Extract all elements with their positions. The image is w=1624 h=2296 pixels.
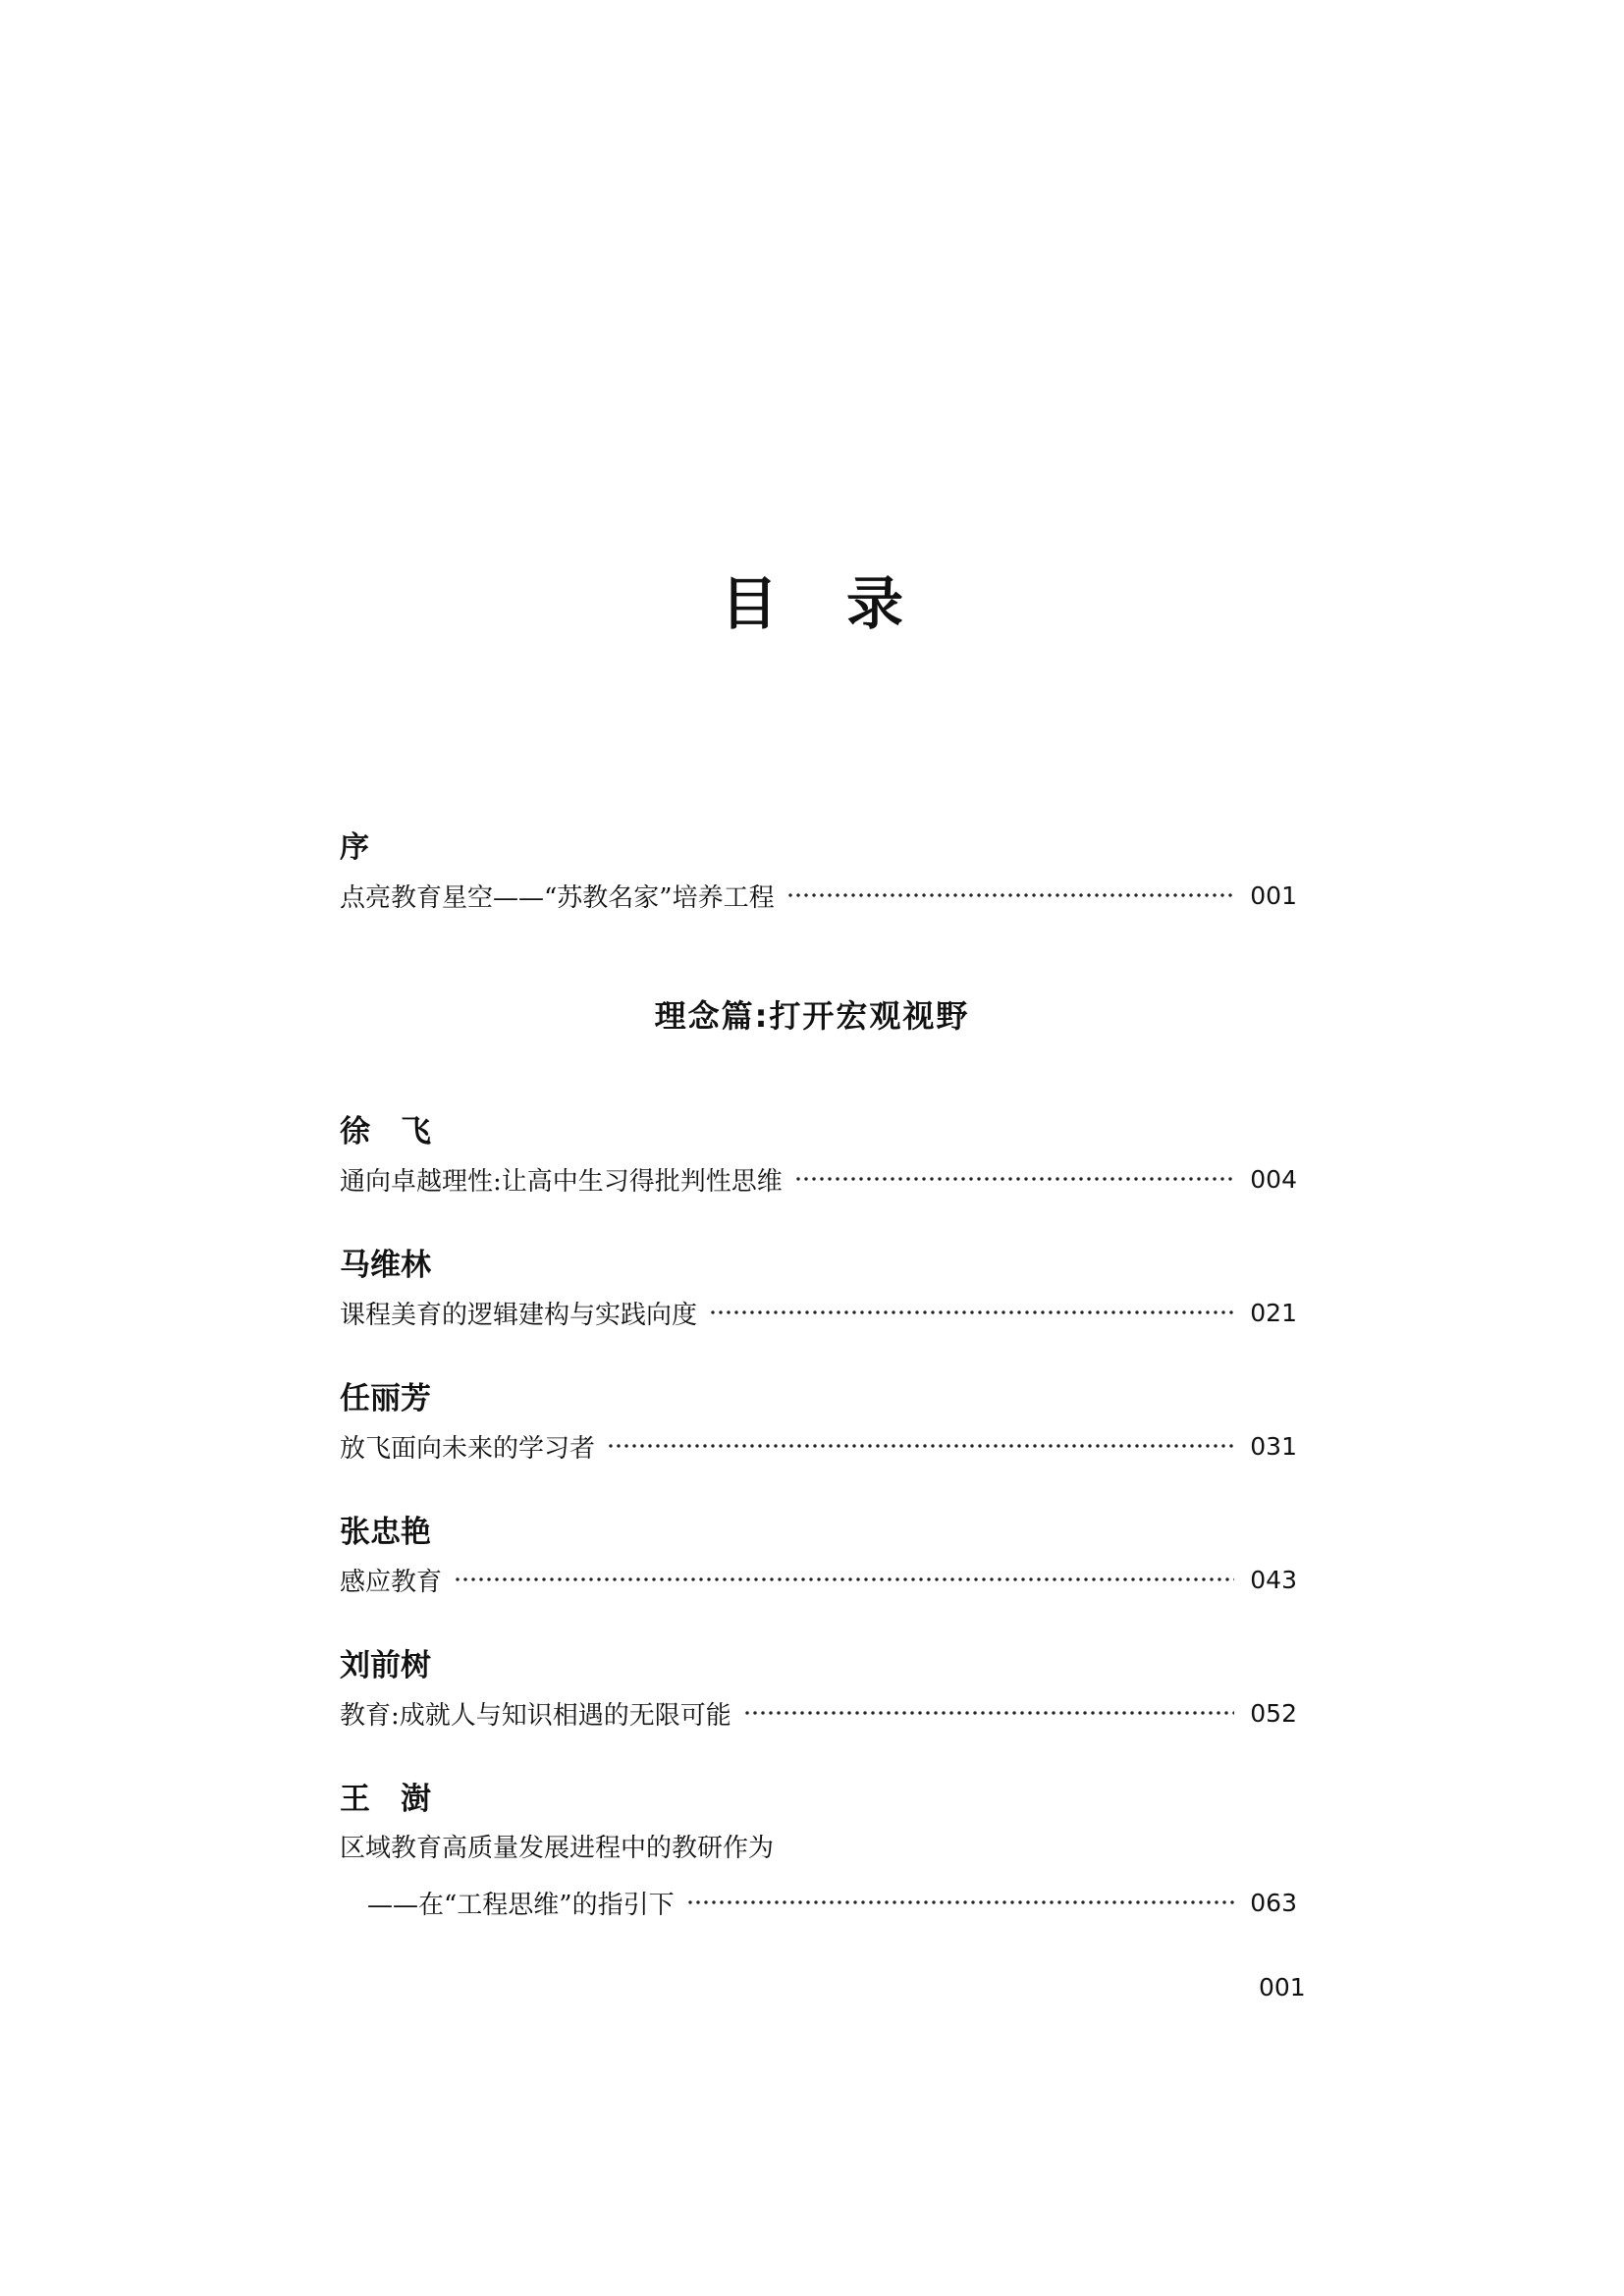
dot-leader xyxy=(454,1575,1234,1583)
preface-heading: 序 xyxy=(340,830,369,865)
dot-leader xyxy=(786,891,1234,899)
toc-entry-page: 052 xyxy=(1250,1698,1297,1728)
author-name: 王 澍 xyxy=(340,1782,431,1817)
toc-entry-title: 感应教育 xyxy=(340,1567,443,1597)
toc-entry-subtitle: ——在“工程思维”的指引下 xyxy=(367,1890,675,1920)
toc-entry-preface[interactable] xyxy=(340,878,1297,913)
toc-entry[interactable] xyxy=(367,1885,1297,1920)
toc-entry-title: 点亮教育星空——“苏教名家”培养工程 xyxy=(340,882,775,913)
toc-entry-title: 课程美育的逻辑建构与实践向度 xyxy=(340,1300,698,1330)
toc-entry[interactable] xyxy=(340,1295,1297,1330)
author-name: 马维林 xyxy=(340,1248,431,1283)
dot-leader xyxy=(709,1308,1234,1316)
author-name: 刘前树 xyxy=(340,1648,431,1683)
toc-entry-page: 043 xyxy=(1250,1565,1297,1594)
toc-title-char-1: 目 xyxy=(720,570,778,637)
author-name: 张忠艳 xyxy=(340,1515,431,1550)
toc-entry-title: 通向卓越理性:让高中生习得批判性思维 xyxy=(340,1166,783,1197)
toc-entry[interactable] xyxy=(340,1428,1297,1464)
dot-leader xyxy=(794,1175,1234,1183)
toc-entry-page: 001 xyxy=(1250,881,1297,910)
toc-entry-page: 004 xyxy=(1250,1164,1297,1194)
author-name: 徐 飞 xyxy=(340,1114,431,1149)
toc-title xyxy=(0,558,1624,640)
toc-entry[interactable] xyxy=(340,1161,1297,1197)
toc-entry-page: 031 xyxy=(1250,1431,1297,1461)
toc-title-char-2: 录 xyxy=(846,570,904,637)
dot-leader xyxy=(607,1442,1234,1450)
dot-leader xyxy=(743,1709,1234,1717)
author-name: 任丽芳 xyxy=(340,1381,431,1416)
part-title: 理念篇:打开宏观视野 xyxy=(654,997,970,1035)
dot-leader xyxy=(686,1898,1234,1906)
toc-entry-page: 063 xyxy=(1250,1888,1297,1917)
toc-entry[interactable] xyxy=(340,1562,1297,1597)
toc-entry-title: 教育:成就人与知识相遇的无限可能 xyxy=(340,1700,731,1731)
page-number: 001 xyxy=(1259,1973,1306,2002)
toc-entry-page: 021 xyxy=(1250,1298,1297,1327)
toc-entry-title-line1[interactable]: 区域教育高质量发展进程中的教研作为 xyxy=(340,1834,775,1863)
toc-entry-title: 放飞面向未来的学习者 xyxy=(340,1433,596,1464)
toc-entry[interactable] xyxy=(340,1695,1297,1731)
